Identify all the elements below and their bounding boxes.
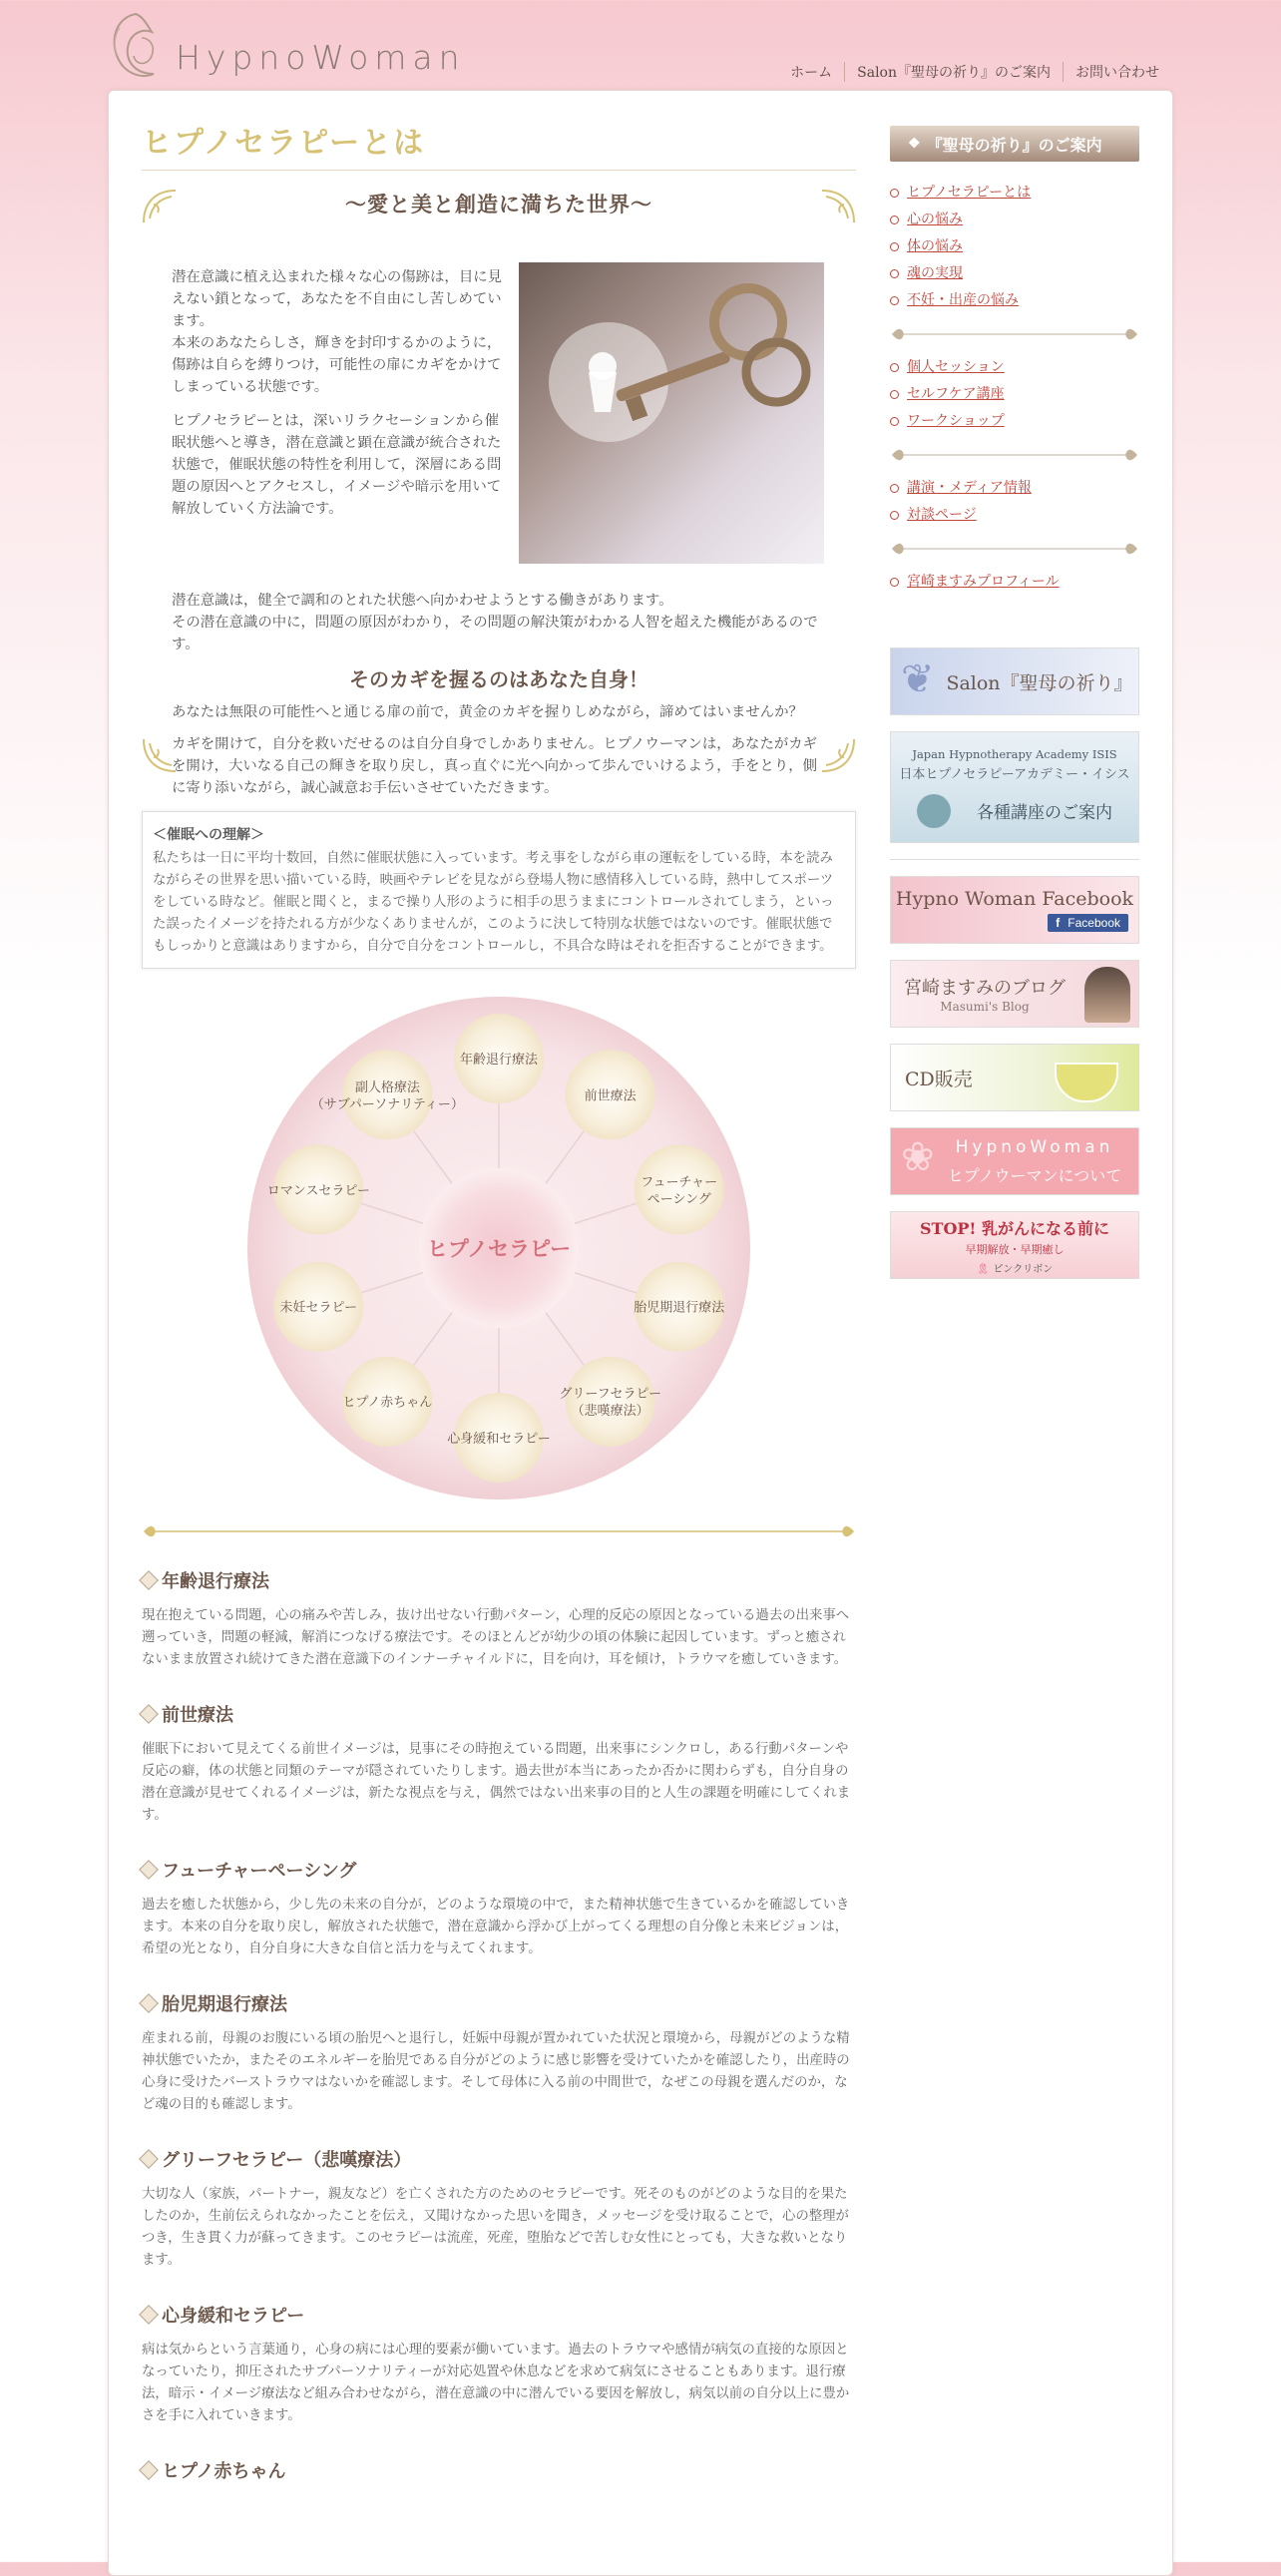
sidebar-link-label: 不妊・出産の悩み [907,292,1019,308]
intro-paragraph: カギを開けて，自分を救いだせるのは自分自身でしかありません。ヒプノウーマンは，あなたがカギを開け，大いなる自己の輝きを取り戻し，真っ直ぐに光へ向かって歩んでいけるよう，手をとり，側に寄り添いながら，誠心誠意お手伝いさせていただきます。 [172,736,818,796]
sidebar-link-label: 心の悩み [907,212,963,227]
ornament-corner-icon [820,189,856,224]
top-nav [778,62,1171,82]
therapy-list [142,1567,856,2483]
sidebar-group-sessions [890,354,1139,435]
diamond-bullet-icon [139,1704,159,1724]
banner-salon-label: Salon『聖母の祈り』 [946,671,1133,694]
diagram-node-label: 前世療法 [584,1088,637,1104]
banner-stop-title: STOP! 乳がんになる前に [919,1218,1110,1238]
sidebar-link-3[interactable] [890,260,1139,287]
therapy-description: 現在抱えている問題，心の痛みや苦しみ，抜け出せない行動パターン，心理的反応の原因となっている過去の出来事へ遡っていき，問題の軽減，解消につなげる療法です。そのほとんどが幼少の頃の体験に起因しています。ずっと癒されないまま放置され続けてきた潜在意識下のインナーチャイルドに，目を向け，耳を傾け，トラウマを癒していきます。 [142,1608,850,1667]
info-box-text: 私たちは一日に平均十数回，自然に催眠状態に入っています。考え事をしながら車の運転をしている時，本を読みながらその世界を思い描いている時，映画やテレビを見ながら登場人物に感情移入している時，熱中してスポーツをしている時など。催眠と聞くと，まるで操り人形のように相手の思うままにコントロールされてしまう，といった誤ったイメージを持たれる方が少なくありませんが，このように決して特別な状態ではないのです。催眠状態でもしっかりと意識はありますから，自分で自分をコントロールし，不具合な時はそれを拒否することができます。 [153,851,834,954]
banner-hypnowoman-about[interactable] [890,1127,1139,1195]
goddess-logo-icon: ❀ [901,1134,935,1180]
banner-breast-cancer[interactable] [890,1211,1139,1279]
sidebar-group-profile [890,569,1139,596]
therapy-item [142,1990,856,2116]
sidebar-group-services [890,180,1139,314]
intro-heading: ～愛と美と創造に満ちた世界～ [345,192,652,216]
ornament-divider [890,541,1139,555]
bullet-circle-icon [890,269,899,278]
ornament-corner-icon [142,189,178,224]
diagram-node-label: 心身緩和セラピー [447,1432,551,1447]
sidebar-divider [890,859,1139,860]
ornament-divider [890,326,1139,340]
therapy-description: 産まれる前，母親のお腹にいる頃の胎児へと退行し，妊娠中母親が置かれていた状況と環境から，母親がどのような精神状態でいたか，またそのエネルギーを胎児である自分がどのように感じ影響を受けていたかを確認したり，出産時の心身に受けたバーストラウマはないかを確認します。そして母体に入る前の中間世で，なぜこの母親を選んだのか，など魂の目的も確認します。 [142,2031,850,2112]
facebook-button [1048,914,1128,932]
sidebar-link-1[interactable] [890,502,1139,529]
tea-cup-icon [1055,1063,1118,1102]
intro-paragraph: ヒプノセラピーとは，深いリラクセーションから催眠状態へと導き，潜在意識と顕在意識が統合された状態で，催眠状態の特性を利用して，深層にある問題の原因へとアクセスし，イメージや暗示を用いて解放していく方法論です。 [172,413,502,517]
therapy-title [142,1857,856,1883]
diagram-node-label: 年齢退行療法 [459,1053,539,1068]
bullet-circle-icon [890,296,899,305]
diagram-node-label: ロマンスセラピー [266,1183,370,1199]
intro-paragraph: 潜在意識に植え込まれた様々な心の傷跡は，目に見えない鎖となって，あなたを不自由にし苦しめています。 本来のあなたらしさ，輝きを封印するかのように，傷跡は自らを縛りつけ，可能性の扉にカギをかけてしまっている状態です。 [172,269,502,395]
facebook-button-label: Facebook [1068,916,1120,930]
banner-stop-sub: 早期解放・早期癒し [965,1242,1065,1256]
intro-paragraph: あなたは無限の可能性へと通じる扉の前で，黄金のカギを握りしめながら，諦めてはいませんか？ [172,704,803,720]
bullet-circle-icon [890,484,899,493]
goddess-logo-icon [106,8,166,84]
sidebar-link-0[interactable] [890,475,1139,502]
bullet-circle-icon [890,189,899,198]
sidebar-heading [890,126,1139,162]
page-title: ヒプノセラピーとは [142,118,856,171]
pink-ribbon-label: ピンクリボン [993,1263,1054,1275]
therapy-title [142,2146,856,2172]
bullet-circle-icon [890,578,899,587]
sidebar-link-label: セルフケア講座 [907,386,1005,402]
banner-cd-label: CD販売 [905,1068,973,1090]
diagram-node-label: 副人格療法（サブパーソナリティー） [310,1079,464,1112]
sidebar-link-0[interactable] [890,569,1139,596]
therapy-diagram-svg [142,979,856,1517]
diamond-bullet-icon [139,1993,159,2013]
nav-contact[interactable]: お問い合わせ [1063,62,1171,82]
banner-hw-logo: HypnoWoman [955,1136,1114,1157]
sidebar-link-label: ヒプノセラピーとは [907,185,1032,201]
sidebar [890,126,1139,1279]
banner-isis-en: Japan Hypnotherapy Academy ISIS [912,746,1117,761]
ornament-icon: ❖ [908,136,921,152]
banner-salon[interactable] [890,647,1139,715]
key-keyhole-image [519,262,824,564]
therapy-item [142,2302,856,2427]
therapy-diagram [142,979,856,1517]
key-icon [519,262,824,564]
pink-ribbon-row [977,1260,1054,1275]
sidebar-link-label: 講演・メディア情報 [907,480,1032,496]
bullet-circle-icon [890,511,899,520]
diagram-node-label: ヒプノ赤ちゃん [342,1395,433,1411]
therapy-title-label: フューチャーペーシング [162,1861,357,1882]
main-content [142,118,856,2483]
therapy-title-label: 胎児期退行療法 [162,1994,287,2015]
sidebar-link-label: ワークショップ [907,413,1005,429]
sidebar-link-2[interactable] [890,233,1139,260]
banner-cd[interactable] [890,1044,1139,1111]
nav-home[interactable]: ホーム [790,65,833,81]
diamond-bullet-icon [139,1860,159,1880]
banner-facebook-title: Hypno Woman Facebook [895,888,1134,910]
banner-isis-cta: 各種講座のご案内 [977,803,1112,823]
diagram-node-label: グリーフセラピー（悲嘆療法） [559,1387,662,1420]
sidebar-link-label: 宮崎ますみプロフィール [907,574,1060,590]
diagram-node-label: フューチャーペーシング [640,1174,718,1207]
therapy-item [142,2146,856,2272]
therapy-title [142,1701,856,1727]
therapy-title-label: ヒプノ赤ちゃん [162,2461,286,2482]
sidebar-link-1[interactable] [890,207,1139,233]
therapy-description: 過去を癒した状態から，少し先の未来の自分が，どのような環境の中で，また精神状態で生きているかを確認していきます。本来の自分を取り戻し，解放された状態で，潜在意識から浮かび上がってくる理想の自分像と未来ビジョンは，希望の光となり，自分自身に大きな自信と活力を与えてくれます。 [142,1898,850,1956]
portrait-icon [1084,967,1130,1023]
diamond-bullet-icon [139,2305,159,2325]
sidebar-link-0[interactable] [890,354,1139,381]
divider-icon [890,327,1139,341]
isis-logo-icon [917,794,951,828]
sub-heading: そのカギを握るのはあなた自身！ [349,667,648,691]
divider-icon [890,448,1139,462]
bullet-circle-icon [890,363,899,372]
banner-isis-row [917,794,1112,828]
ornament-divider [890,447,1139,461]
therapy-description: 大切な人（家族，パートナー，親友など）を亡くされた方のためのセラピーです。死そのものがどのような目的を果たしたのか，生前伝えられなかったことを伝え，又聞けなかった思いを聞き，メッセージを受け取ることで，心の整理がつき，生き貫く力が蘇ってきます。このセラピーは流産，死産，堕胎などで苦しむ女性にとっても，大きな救いとなります。 [142,2187,849,2268]
therapy-description: 病は気からという言葉通り，心身の病には心理的要素が働いています。過去のトラウマや感情が病気の直接的な原因となっていたり，抑圧されたサブパーソナリティーが対応処置や休息などを求めて病気にさせることもあります。退行療法，暗示・イメージ療法など組み合わせながら，潜在意識の中に潜んでいる要因を解放し，病気以前の自分以上に豊かさを手に入れていきます。 [142,2343,850,2423]
therapy-title-label: 前世療法 [162,1705,233,1726]
banner-hw-about: ヒプノウーマンについて [947,1165,1122,1185]
banner-blog-title: 宮崎ますみのブログ [904,978,1066,999]
therapy-item [142,1701,856,1827]
ornament-divider [142,1523,856,1537]
banner-isis-academy[interactable] [890,731,1139,843]
diagram-node-label: 胎児期退行療法 [634,1300,725,1316]
sidebar-link-label: 対談ページ [907,507,977,523]
therapy-title [142,2302,856,2328]
logo-text: HypnoWoman [176,38,466,77]
therapy-description: 催眠下において見えてくる前世イメージは，見事にその時抱えている問題，出来事にシンクロし，ある行動パターンや反応の癖，体の状態と同類のテーマが隠されていたりします。過去世が本当にあったか否かに関わらずも，自分自身の潜在意識が見せてくれるイメージは，新たな視点を与え，偶然ではない出来事の目的と人生の課題を明確にしてくれます。 [142,1742,851,1823]
diagram-node-label: 未妊セラピー [279,1300,358,1316]
diamond-bullet-icon [139,2149,159,2169]
pink-ribbon-icon: 🎗 [976,1263,990,1275]
site-logo[interactable] [106,8,466,84]
sidebar-link-label: 魂の実現 [907,265,963,281]
sidebar-link-2[interactable] [890,408,1139,435]
divider-icon [142,1524,856,1538]
sidebar-link-0[interactable] [890,180,1139,207]
therapy-item [142,1857,856,1960]
nav-salon[interactable]: Salon『聖母の祈り』のご案内 [844,62,1063,82]
therapy-item [142,2457,856,2483]
sidebar-group-media [890,475,1139,529]
bullet-circle-icon [890,215,899,224]
therapy-title-label: 年齢退行療法 [162,1571,269,1592]
therapy-title-label: 心身緩和セラピー [162,2306,305,2327]
therapy-title-label: グリーフセラピー（悲嘆療法） [162,2150,412,2171]
banner-isis-jp: 日本ヒプノセラピーアカデミー・イシス [899,766,1130,782]
angel-icon: ❦ [901,656,935,702]
hypnosis-info-box [142,811,856,969]
banner-blog[interactable] [890,960,1139,1028]
facebook-icon: f [1056,916,1061,930]
bullet-circle-icon [890,242,899,251]
intro-paragraph: 潜在意識は，健全で調和のとれた状態へ向かわせようとする働きがあります。 その潜在意識の中に，問題の原因がわかり，その問題の解決策がわかる人智を超えた機能があるのです。 [172,593,818,652]
diagram-center-label: ヒプノセラピー [426,1236,572,1261]
banner-facebook[interactable] [890,876,1139,944]
sidebar-link-label: 個人セッション [907,359,1005,375]
bullet-circle-icon [890,390,899,399]
intro-section [142,189,856,796]
therapy-title [142,2457,856,2483]
therapy-item [142,1567,856,1671]
banner-blog-sub: Masumi's Blog [940,1000,1030,1014]
sidebar-heading-label: 『聖母の祈り』のご案内 [926,135,1102,155]
sidebar-link-1[interactable] [890,381,1139,408]
diamond-bullet-icon [139,2460,159,2480]
sidebar-link-label: 体の悩み [907,238,963,254]
divider-icon [890,542,1139,556]
diamond-bullet-icon [139,1570,159,1590]
sidebar-link-4[interactable] [890,287,1139,314]
bullet-circle-icon [890,417,899,426]
info-box-title: ＜催眠への理解＞ [153,827,264,843]
therapy-title [142,1567,856,1593]
therapy-title [142,1990,856,2016]
